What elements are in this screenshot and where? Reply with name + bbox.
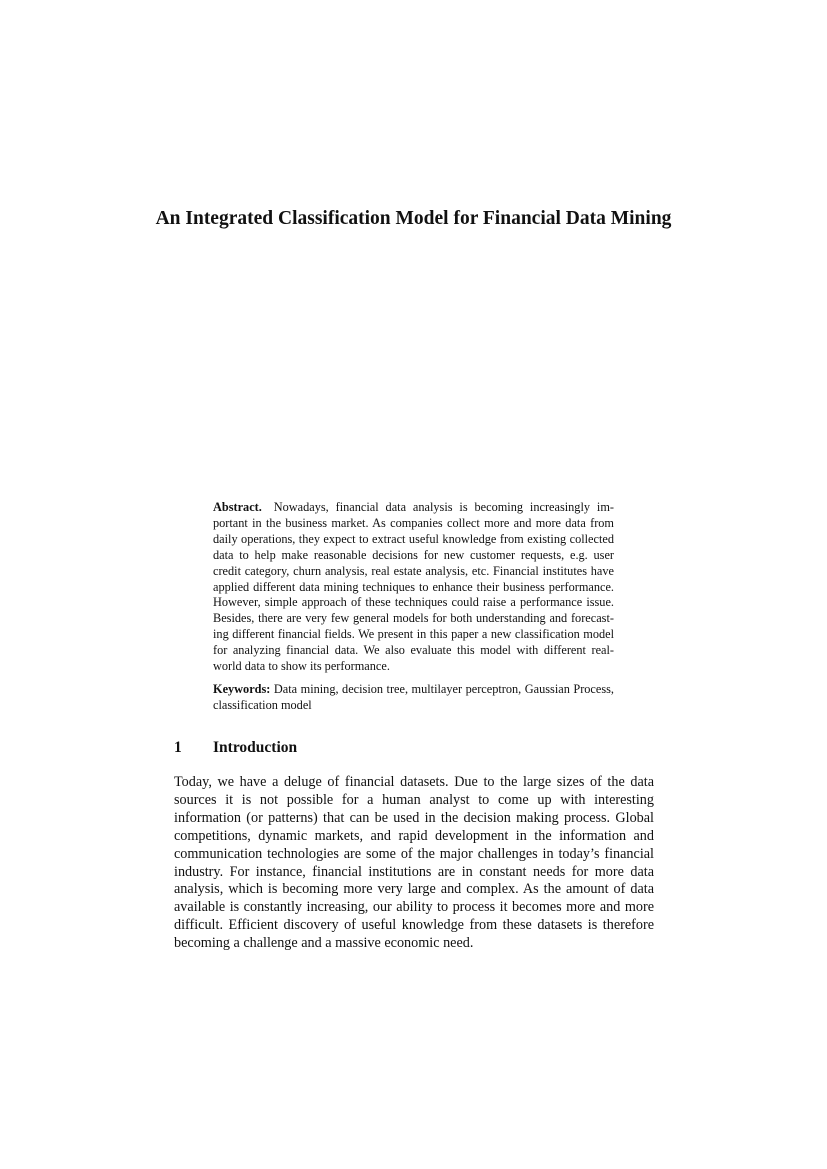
- section-number: 1: [174, 739, 182, 756]
- abstract-label: Abstract.: [213, 500, 262, 514]
- section-heading-introduction: [174, 738, 297, 758]
- abstract: [213, 500, 614, 675]
- keywords-label: Keywords:: [213, 682, 271, 696]
- introduction-paragraph: Today, we have a deluge of financial datasets. Due to the large sizes of the data sources it is not possible for a human analyst to come up with interesting information (or patterns) that can be used in the decision making process. Global competitions, dynamic markets, and rapid development in the information and communication technologies are some of the major challenges in today’s financial industry. For instance, financial institutions are in constant needs for more data analysis, which is becoming more very large and complex. As the amount of data available is constantly increasing, our ability to process it becomes more and more difficult. Efficient discovery of useful knowledge from these datasets is therefore becoming a challenge and a massive economic need.: [174, 774, 654, 952]
- section-title: Introduction: [213, 739, 298, 756]
- paper-title: An Integrated Classification Model for Financial Data Mining: [155, 208, 672, 229]
- abstract-text: Nowadays, financial data analysis is becoming increasingly important in the business market. As companies collect more and more data from daily operations, they expect to extract useful knowledge from existing collected data to help make reasonable decisions for new customer requests, e.g. user credit category, churn analysis, real estate analysis, etc. Financial institutes have applied different data mining techniques to enhance their business performance. However, simple approach of these techniques could raise a performance issue. Besides, there are very few general models for both understanding and forecasting different financial fields. We present in this paper a new classification model for analyzing financial data. We also evaluate this model with different real-world data to show its performance.: [213, 500, 615, 674]
- keywords: [213, 682, 614, 714]
- keywords-text: Data mining, decision tree, multilayer perceptron, Gaussian Process, classification model: [213, 682, 614, 712]
